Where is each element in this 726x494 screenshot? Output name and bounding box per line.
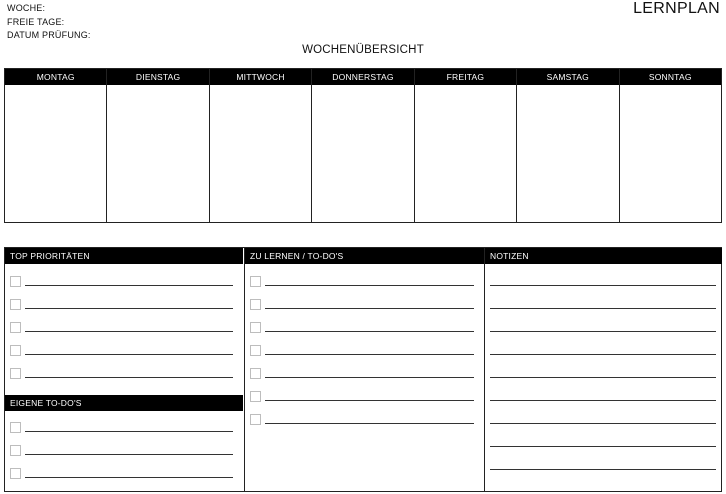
note-row (485, 299, 722, 311)
writing-line[interactable] (25, 331, 233, 332)
datum-pruefung-label: DATUM PRÜFUNG: (7, 30, 91, 40)
writing-line[interactable] (25, 377, 233, 378)
writing-line[interactable] (265, 377, 474, 378)
day-cell[interactable] (312, 85, 413, 222)
checklist-row (5, 276, 243, 288)
day-cell[interactable] (210, 85, 311, 222)
day-column-sonntag (619, 69, 721, 222)
writing-line[interactable] (265, 400, 474, 401)
checklist-row (5, 345, 243, 357)
writing-line[interactable] (25, 308, 233, 309)
top-prioritaeten-header: TOP PRIORITÄTEN (5, 248, 243, 264)
day-column-dienstag (106, 69, 208, 222)
checkbox[interactable] (10, 276, 21, 287)
note-row (485, 322, 722, 334)
note-row (485, 414, 722, 426)
day-column-donnerstag (311, 69, 413, 222)
woche-label: WOCHE: (7, 3, 46, 13)
writing-line[interactable] (490, 400, 716, 401)
checklist-row (245, 345, 484, 357)
day-cell[interactable] (517, 85, 618, 222)
zu-lernen-column (244, 248, 484, 491)
writing-line[interactable] (265, 331, 474, 332)
day-header: DIENSTAG (107, 69, 208, 85)
checklist-row (245, 276, 484, 288)
checkbox[interactable] (10, 345, 21, 356)
checkbox[interactable] (250, 391, 261, 402)
checklist-row (5, 445, 243, 457)
day-header: MITTWOCH (210, 69, 311, 85)
writing-line[interactable] (265, 423, 474, 424)
checkbox[interactable] (250, 299, 261, 310)
page-title: LERNPLAN (633, 0, 720, 17)
note-row (485, 345, 722, 357)
writing-line[interactable] (490, 469, 716, 470)
writing-line[interactable] (265, 354, 474, 355)
checkbox[interactable] (250, 276, 261, 287)
checklist-row (5, 299, 243, 311)
writing-line[interactable] (490, 331, 716, 332)
day-header: SAMSTAG (517, 69, 618, 85)
checkbox[interactable] (250, 322, 261, 333)
day-header: MONTAG (5, 69, 106, 85)
day-column-freitag (414, 69, 516, 222)
checklist-row (5, 322, 243, 334)
lists-panel (4, 247, 722, 492)
checkbox[interactable] (250, 414, 261, 425)
day-header: DONNERSTAG (312, 69, 413, 85)
checklist-row (245, 391, 484, 403)
writing-line[interactable] (25, 285, 233, 286)
writing-line[interactable] (490, 308, 716, 309)
day-column-montag (5, 69, 106, 222)
zu-lernen-header: ZU LERNEN / TO-DO'S (245, 248, 484, 264)
top-prioritaeten-column (5, 248, 243, 491)
checkbox[interactable] (10, 445, 21, 456)
checkbox[interactable] (10, 422, 21, 433)
note-row (485, 276, 722, 288)
checklist-row (5, 368, 243, 380)
writing-line[interactable] (490, 423, 716, 424)
writing-line[interactable] (25, 354, 233, 355)
note-row (485, 437, 722, 449)
notizen-column (484, 248, 722, 491)
week-heading: WOCHENÜBERSICHT (302, 44, 424, 56)
writing-line[interactable] (25, 454, 233, 455)
freie-tage-label: FREIE TAGE: (7, 16, 65, 27)
day-header: SONNTAG (620, 69, 721, 85)
checklist-row (245, 299, 484, 311)
checkbox[interactable] (10, 299, 21, 310)
checkbox[interactable] (10, 368, 21, 379)
checkbox[interactable] (250, 345, 261, 356)
writing-line[interactable] (265, 308, 474, 309)
writing-line[interactable] (490, 285, 716, 286)
week-overview-grid (4, 68, 722, 223)
note-row (485, 460, 722, 472)
writing-line[interactable] (265, 285, 474, 286)
day-column-samstag (516, 69, 618, 222)
writing-line[interactable] (490, 354, 716, 355)
day-cell[interactable] (5, 85, 106, 222)
checkbox[interactable] (250, 368, 261, 379)
plan-meta (7, 2, 91, 43)
day-column-mittwoch (209, 69, 311, 222)
note-row (485, 391, 722, 403)
writing-line[interactable] (25, 431, 233, 432)
checklist-row (5, 422, 243, 434)
checklist-row (5, 468, 243, 480)
writing-line[interactable] (490, 446, 716, 447)
checklist-row (245, 368, 484, 380)
writing-line[interactable] (490, 377, 716, 378)
day-cell[interactable] (415, 85, 516, 222)
eigene-todos-header: EIGENE TO-DO'S (5, 395, 243, 411)
day-header: FREITAG (415, 69, 516, 85)
checkbox[interactable] (10, 322, 21, 333)
note-row (485, 368, 722, 380)
checkbox[interactable] (10, 468, 21, 479)
notizen-header: NOTIZEN (485, 248, 722, 264)
checklist-row (245, 322, 484, 334)
checklist-row (245, 414, 484, 426)
day-cell[interactable] (107, 85, 208, 222)
day-cell[interactable] (620, 85, 721, 222)
writing-line[interactable] (25, 477, 233, 478)
